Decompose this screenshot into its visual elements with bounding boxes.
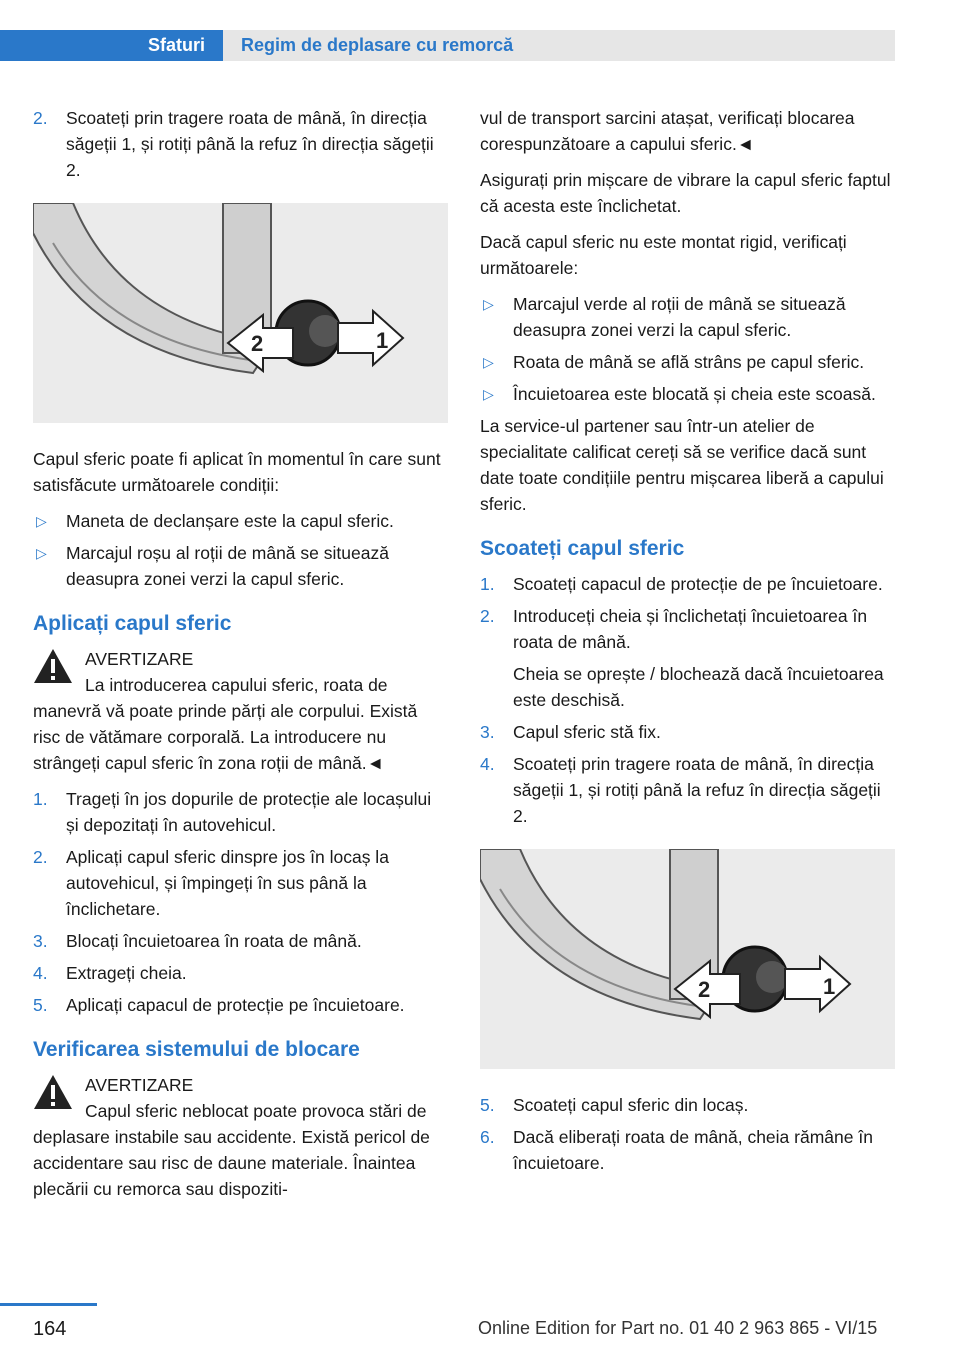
ball-head-figure — [33, 203, 448, 423]
list-item: 3. Blocați încuietoarea în roata de mână. — [33, 931, 362, 951]
list-item: ▷ Maneta de declanșare este la capul sferic. — [33, 508, 448, 534]
list-item: 1. Trageți în jos dopurile de protecție ale locașului și depozitați în autovehicul. — [33, 789, 432, 835]
warning-icon — [33, 1074, 73, 1110]
arrow-label-2: 2 — [251, 331, 264, 356]
list-item: ▷ Marcajul roșu al roții de mână se situează deasupra zonei verzi la capul sferic. — [33, 540, 448, 592]
paragraph: vul de transport sarcini atașat, verificați blocarea corespunzătoare a capului sferic.◄ — [480, 108, 855, 154]
list-item: ▷ Marcajul verde al roții de mână se situează deasupra zonei verzi la capul sferic. — [480, 291, 895, 343]
footer-accent-line — [0, 1303, 97, 1306]
right-column — [480, 105, 895, 1182]
paragraph: La service-ul partener sau într-un atelier de specialitate calificat cereți să se verifice dacă sunt date toate condițiile pentru mișcarea liberă a capului sferic. — [480, 416, 884, 514]
list-item: 4. Extrageți cheia. — [33, 963, 187, 983]
section-heading: Verificarea sistemului de blocare — [33, 1038, 360, 1061]
sub-note: Cheia se oprește / blochează dacă încuietoarea este deschisă. — [513, 664, 884, 710]
list-item: ▷ Încuietoarea este blocată și cheia este scoasă. — [480, 381, 895, 407]
edition-text: Online Edition for Part no. 01 40 2 963 865 - VI/15 — [478, 1318, 878, 1338]
triangle-bullet-icon: ▷ — [483, 296, 494, 312]
page-header — [0, 30, 895, 61]
list-item: 3. Capul sferic stă fix. — [480, 722, 661, 742]
list-item: 6. Dacă eliberați roata de mână, cheia rămâne în încuietoare. — [480, 1127, 873, 1173]
arrow-label-1: 1 — [823, 974, 836, 999]
list-item: 5. Aplicați capacul de protecție pe încuietoare. — [33, 995, 405, 1015]
triangle-bullet-icon: ▷ — [483, 386, 494, 402]
left-column — [33, 105, 448, 1212]
list-item: 4. Scoateți prin tragere roata de mână, în direcția săgeții 1, și rotiți până la refuz în direcția săgeții 2. — [480, 754, 881, 826]
section-tab: Sfaturi — [0, 30, 223, 61]
list-item: 5. Scoateți capul sferic din locaș. — [480, 1095, 749, 1115]
chapter-title: Regim de deplasare cu remorcă — [223, 30, 895, 61]
warning-block: AVERTIZARE Capul sferic neblocat poate provoca stări de deplasare instabile sau accidente. Există pericol de accidentare sau risc de daune materiale. Înaintea plecării cu remorca sau dispoziti- — [33, 1075, 430, 1199]
triangle-bullet-icon: ▷ — [36, 513, 47, 529]
arrow-label-2: 2 — [698, 977, 711, 1002]
warning-icon — [33, 648, 73, 684]
warning-block: AVERTIZARE La introducerea capului sferic, roata de manevră vă poate prinde părți ale corpului. Există risc de vătămare corporală. La introducere nu strângeți capul sferic în zona roții de mână.◄ — [33, 649, 418, 773]
list-item: ▷ Roata de mână se află strâns pe capul sferic. — [480, 349, 895, 375]
triangle-bullet-icon: ▷ — [36, 545, 47, 561]
list-item: 1. Scoateți capacul de protecție de pe încuietoare. — [480, 574, 883, 594]
arrow-label-1: 1 — [376, 328, 389, 353]
paragraph: Dacă capul sferic nu este montat rigid, verificați următoarele: — [480, 232, 847, 278]
page-number: 164 — [33, 1318, 67, 1340]
paragraph: Capul sferic poate fi aplicat în momentul în care sunt satisfăcute următoarele condiții: — [33, 449, 441, 495]
ball-head-figure — [480, 849, 895, 1069]
section-heading: Scoateți capul sferic — [480, 537, 685, 560]
triangle-bullet-icon: ▷ — [483, 354, 494, 370]
list-item: 2. Scoateți prin tragere roata de mână, în direcția săgeții 1, și rotiți până la refuz în direcția săgeții 2. — [33, 108, 434, 180]
list-item: 2. Aplicați capul sferic dinspre jos în locaș la autovehicul, și împingeți în sus până la înclichetare. — [33, 847, 389, 919]
section-heading: Aplicați capul sferic — [33, 612, 232, 635]
paragraph: Asigurați prin mișcare de vibrare la capul sferic faptul că acesta este înclichetat. — [480, 170, 891, 216]
list-item: 2. Introduceți cheia și înclichetați încuietoarea în roata de mână. — [480, 606, 868, 652]
